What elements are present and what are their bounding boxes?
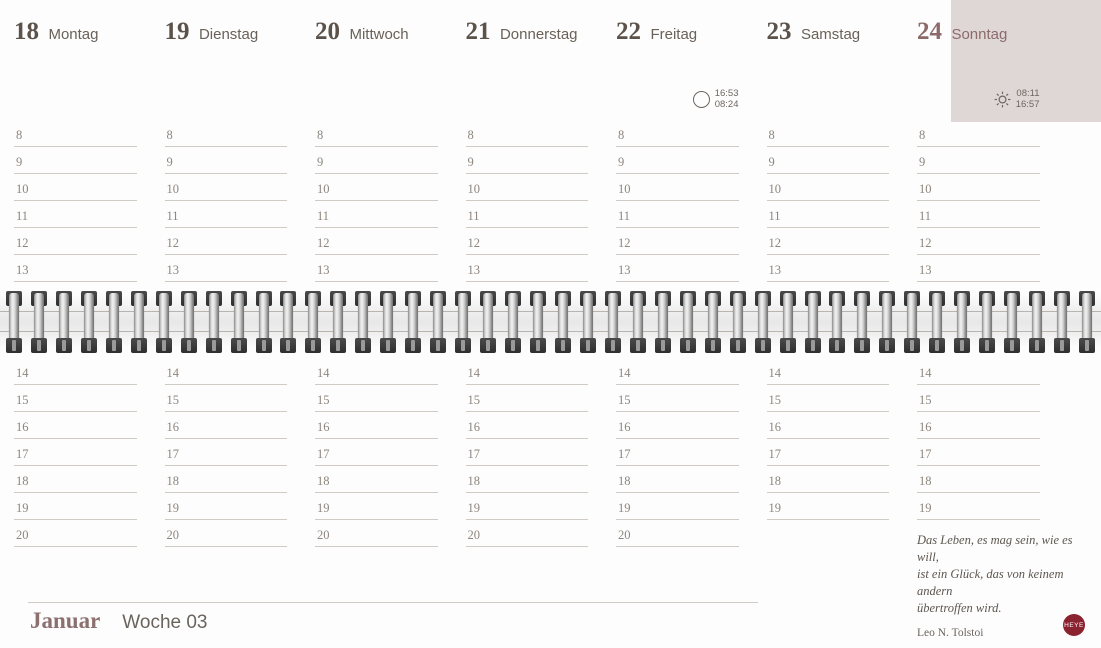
spiral-ring (530, 291, 546, 353)
spiral-ring (256, 291, 272, 353)
day-header (767, 18, 861, 46)
hour-label: 12 (16, 236, 29, 250)
spiral-ring (56, 291, 72, 353)
hour-slot[interactable] (165, 228, 288, 255)
hour-slot[interactable] (616, 466, 739, 493)
sun-icon (994, 91, 1011, 108)
hour-slot[interactable] (14, 201, 137, 228)
spiral-ring (929, 291, 945, 353)
hour-label: 19 (919, 501, 932, 515)
hour-slot[interactable] (165, 439, 288, 466)
hour-label: 18 (166, 474, 179, 488)
spiral-ring (655, 291, 671, 353)
spiral-ring (430, 291, 446, 353)
hour-slot[interactable] (767, 385, 890, 412)
hour-slot[interactable] (616, 358, 739, 385)
hour-label: 19 (166, 501, 179, 515)
hour-slot[interactable] (917, 228, 1040, 255)
brand-logo: HEYE (1063, 614, 1085, 636)
hour-slot[interactable] (616, 174, 739, 201)
hour-slot[interactable] (767, 439, 890, 466)
hour-label: 9 (618, 155, 625, 169)
hour-label: 13 (768, 263, 781, 277)
hour-slot[interactable] (165, 358, 288, 385)
spiral-ring (505, 291, 521, 353)
hour-label: 14 (16, 366, 29, 380)
hour-slot[interactable] (165, 520, 288, 547)
quote-line-3: übertroffen wird. (917, 601, 1002, 615)
spiral-ring (829, 291, 845, 353)
hour-slot[interactable] (917, 412, 1040, 439)
sunrise-time: 08:11 (1016, 88, 1040, 99)
spiral-ring (879, 291, 895, 353)
spiral-ring (705, 291, 721, 353)
hour-slot[interactable] (917, 201, 1040, 228)
spiral-ring (405, 291, 421, 353)
hour-slot[interactable] (14, 439, 137, 466)
hour-label: 11 (467, 209, 480, 223)
spiral-ring (1079, 291, 1095, 353)
day-number: 19 (164, 18, 190, 45)
hour-slots-afternoon (466, 358, 589, 547)
footer-divider (28, 602, 758, 603)
hour-slot[interactable] (14, 412, 137, 439)
hour-slot[interactable] (466, 147, 589, 174)
hour-slot[interactable] (767, 255, 890, 282)
hour-slot[interactable] (767, 147, 890, 174)
day-number: 18 (14, 18, 39, 45)
hour-slots-morning (917, 120, 1040, 282)
spiral-ring (455, 291, 471, 353)
hour-label: 17 (618, 447, 631, 461)
spiral-ring (730, 291, 746, 353)
hour-label: 10 (467, 182, 480, 196)
spiral-ring (131, 291, 147, 353)
spiral-ring (6, 291, 22, 353)
moon-icon (693, 91, 710, 108)
hour-label: 9 (317, 155, 324, 169)
hour-label: 18 (317, 474, 330, 488)
hour-label: 11 (618, 209, 631, 223)
hour-slot[interactable] (165, 174, 288, 201)
hour-label: 18 (768, 474, 781, 488)
hour-slot[interactable] (767, 412, 890, 439)
hour-label: 19 (317, 501, 330, 515)
hour-label: 13 (16, 263, 29, 277)
hour-label: 14 (166, 366, 179, 380)
day-weekday: Samstag (800, 26, 861, 43)
hour-slot[interactable] (315, 228, 438, 255)
hour-slot[interactable] (767, 228, 890, 255)
hour-slot[interactable] (14, 493, 137, 520)
hour-slot[interactable] (466, 412, 589, 439)
hour-slot[interactable] (14, 120, 137, 147)
hour-slots-afternoon (767, 358, 890, 520)
hour-slot[interactable] (466, 466, 589, 493)
spiral-ring (854, 291, 870, 353)
moon-times-text (715, 88, 739, 110)
spiral-ring (81, 291, 97, 353)
day-weekday: Mittwoch (349, 26, 409, 43)
hour-label: 16 (467, 420, 480, 434)
hour-label: 10 (166, 182, 179, 196)
day-weekday: Dienstag (198, 26, 259, 43)
spiral-ring (480, 291, 496, 353)
spiral-ring (904, 291, 920, 353)
hour-label: 16 (16, 420, 29, 434)
hour-slot[interactable] (616, 412, 739, 439)
hour-label: 20 (16, 528, 29, 542)
hour-slot[interactable] (616, 439, 739, 466)
hour-slot[interactable] (917, 174, 1040, 201)
spiral-ring (755, 291, 771, 353)
spiral-ring (979, 291, 995, 353)
hour-slots-morning (616, 120, 739, 282)
hour-label: 16 (768, 420, 781, 434)
hour-slot[interactable] (466, 174, 589, 201)
hour-slots-morning (165, 120, 288, 282)
hour-slot[interactable] (466, 520, 589, 547)
hour-label: 8 (317, 128, 324, 142)
hour-label: 14 (467, 366, 480, 380)
hour-slots-afternoon (616, 358, 739, 547)
moonset-time: 08:24 (714, 99, 739, 110)
hour-label: 14 (618, 366, 631, 380)
hour-label: 14 (919, 366, 932, 380)
hour-label: 8 (618, 128, 625, 142)
hour-slot[interactable] (616, 385, 739, 412)
hour-label: 16 (317, 420, 330, 434)
hour-slot[interactable] (14, 228, 137, 255)
hour-label: 17 (166, 447, 179, 461)
hour-slot[interactable] (315, 493, 438, 520)
hour-label: 9 (467, 155, 474, 169)
hour-slots-afternoon (917, 358, 1040, 520)
hour-slot[interactable] (466, 120, 589, 147)
hour-slot[interactable] (466, 201, 589, 228)
spiral-ring (231, 291, 247, 353)
hour-slot[interactable] (616, 120, 739, 147)
day-header (165, 18, 259, 46)
hour-slot[interactable] (616, 201, 739, 228)
hour-label: 20 (618, 528, 631, 542)
hour-label: 15 (166, 393, 179, 407)
spiral-ring (330, 291, 346, 353)
hour-label: 14 (768, 366, 781, 380)
day-header (14, 18, 99, 46)
spiral-ring (1054, 291, 1070, 353)
hour-label: 20 (166, 528, 179, 542)
hour-slot[interactable] (917, 255, 1040, 282)
hour-label: 13 (919, 263, 932, 277)
hour-slot[interactable] (767, 120, 890, 147)
hour-slot[interactable] (165, 147, 288, 174)
moonrise-time: 16:53 (714, 88, 739, 99)
hour-label: 19 (768, 501, 781, 515)
day-number: 23 (766, 18, 792, 45)
hour-label: 15 (16, 393, 29, 407)
spiral-ring (630, 291, 646, 353)
spiral-ring (380, 291, 396, 353)
spiral-ring (580, 291, 596, 353)
hour-slot[interactable] (767, 174, 890, 201)
hour-slot[interactable] (14, 466, 137, 493)
spiral-ring (680, 291, 696, 353)
spiral-ring (1029, 291, 1045, 353)
spiral-ring (206, 291, 222, 353)
hour-label: 18 (618, 474, 631, 488)
hour-label: 17 (919, 447, 932, 461)
hour-slot[interactable] (315, 412, 438, 439)
hour-label: 10 (16, 182, 29, 196)
hour-slot[interactable] (917, 147, 1040, 174)
hour-slot[interactable] (616, 493, 739, 520)
hour-slot[interactable] (165, 466, 288, 493)
hour-label: 13 (467, 263, 480, 277)
spiral-ring (156, 291, 172, 353)
hour-label: 11 (16, 209, 29, 223)
hour-slot[interactable] (165, 385, 288, 412)
sun-times-text (1016, 88, 1040, 110)
hour-slot[interactable] (616, 520, 739, 547)
hour-label: 14 (317, 366, 330, 380)
hour-slot[interactable] (315, 466, 438, 493)
hour-slot[interactable] (165, 201, 288, 228)
quote-author: Leo N. Tolstoi (917, 627, 984, 639)
hour-label: 10 (919, 182, 932, 196)
hour-slot[interactable] (14, 174, 137, 201)
day-header (315, 18, 409, 46)
hour-label: 10 (618, 182, 631, 196)
hour-label: 13 (317, 263, 330, 277)
hour-label: 18 (467, 474, 480, 488)
month-label: Januar (30, 608, 101, 633)
hour-slot[interactable] (165, 255, 288, 282)
hour-slots-morning (315, 120, 438, 282)
hour-slots-morning (14, 120, 137, 282)
hour-slot[interactable] (466, 385, 589, 412)
hour-label: 8 (919, 128, 926, 142)
hour-label: 9 (166, 155, 173, 169)
hour-label: 12 (618, 236, 631, 250)
day-weekday: Freitag (650, 26, 698, 43)
spiral-ring (605, 291, 621, 353)
spiral-ring (954, 291, 970, 353)
hour-label: 9 (768, 155, 775, 169)
hour-slot[interactable] (14, 520, 137, 547)
hour-label: 8 (166, 128, 173, 142)
hour-label: 16 (166, 420, 179, 434)
hour-label: 12 (467, 236, 480, 250)
hour-label: 17 (16, 447, 29, 461)
day-number: 24 (917, 18, 942, 45)
hour-slot[interactable] (315, 255, 438, 282)
spiral-binding (0, 291, 1101, 353)
hour-slot[interactable] (767, 466, 890, 493)
spiral-ring (1004, 291, 1020, 353)
sunset-time: 16:57 (1015, 99, 1040, 110)
spiral-ring (805, 291, 821, 353)
hour-label: 18 (919, 474, 932, 488)
spiral-ring (780, 291, 796, 353)
spiral-ring (106, 291, 122, 353)
hour-label: 17 (768, 447, 781, 461)
spiral-ring (31, 291, 47, 353)
hour-label: 15 (467, 393, 480, 407)
hour-label: 15 (618, 393, 631, 407)
hour-slot[interactable] (466, 439, 589, 466)
hour-slot[interactable] (315, 439, 438, 466)
hour-slot[interactable] (767, 493, 890, 520)
hour-label: 12 (317, 236, 330, 250)
hour-slot[interactable] (315, 120, 438, 147)
hour-slots-afternoon (165, 358, 288, 547)
hour-slot[interactable] (917, 439, 1040, 466)
hour-slot[interactable] (767, 358, 890, 385)
hour-slot[interactable] (767, 201, 890, 228)
hour-label: 13 (618, 263, 631, 277)
hour-label: 18 (16, 474, 29, 488)
day-number: 22 (616, 18, 641, 45)
spiral-ring (355, 291, 371, 353)
hour-slot[interactable] (917, 120, 1040, 147)
hour-label: 10 (317, 182, 330, 196)
hour-slot[interactable] (315, 385, 438, 412)
spiral-ring (181, 291, 197, 353)
hour-slot[interactable] (165, 493, 288, 520)
hour-label: 17 (317, 447, 330, 461)
hour-slots-morning (466, 120, 589, 282)
footer (30, 608, 208, 634)
spiral-ring (280, 291, 296, 353)
hour-slot[interactable] (466, 493, 589, 520)
hour-label: 17 (467, 447, 480, 461)
quote-block (917, 532, 1077, 639)
day-number: 21 (465, 18, 491, 45)
hour-slots-afternoon (14, 358, 137, 547)
quote-line-2: ist ein Glück, das von keinem andern (917, 567, 1064, 598)
hour-slot[interactable] (315, 201, 438, 228)
hour-label: 12 (768, 236, 781, 250)
hour-label: 10 (768, 182, 781, 196)
week-label: Woche 03 (122, 612, 208, 633)
hour-slot[interactable] (466, 228, 589, 255)
hour-label: 13 (166, 263, 179, 277)
hour-label: 12 (919, 236, 932, 250)
hour-label: 19 (618, 501, 631, 515)
day-weekday: Sonntag (951, 26, 1008, 43)
hour-slot[interactable] (14, 255, 137, 282)
hour-label: 11 (768, 209, 781, 223)
day-header (466, 18, 578, 46)
sun-times (994, 88, 1040, 110)
hour-slot[interactable] (315, 147, 438, 174)
hour-label: 9 (919, 155, 926, 169)
hour-slot[interactable] (315, 358, 438, 385)
quote-line-1: Das Leben, es mag sein, wie es will, (917, 533, 1073, 564)
spiral-ring (555, 291, 571, 353)
hour-label: 16 (618, 420, 631, 434)
hour-slot[interactable] (616, 228, 739, 255)
hour-slot[interactable] (14, 358, 137, 385)
hour-label: 15 (317, 393, 330, 407)
hour-slot[interactable] (14, 147, 137, 174)
hour-slot[interactable] (315, 174, 438, 201)
hour-slot[interactable] (917, 493, 1040, 520)
day-weekday: Donnerstag (499, 26, 578, 43)
day-number: 20 (315, 18, 340, 45)
day-weekday: Montag (48, 26, 99, 43)
hour-label: 8 (768, 128, 775, 142)
hour-label: 19 (16, 501, 29, 515)
hour-label: 19 (467, 501, 480, 515)
hour-label: 8 (16, 128, 23, 142)
hour-slot[interactable] (616, 255, 739, 282)
hour-slot[interactable] (616, 147, 739, 174)
day-header (616, 18, 697, 46)
hour-slot[interactable] (917, 385, 1040, 412)
spiral-ring (305, 291, 321, 353)
moon-times (693, 88, 739, 110)
hour-label: 15 (919, 393, 932, 407)
hour-slot[interactable] (917, 358, 1040, 385)
hour-slot[interactable] (466, 255, 589, 282)
hour-label: 15 (768, 393, 781, 407)
hour-label: 11 (166, 209, 179, 223)
hour-slot[interactable] (165, 412, 288, 439)
hour-label: 16 (919, 420, 932, 434)
hour-slots-morning (767, 120, 890, 282)
hour-label: 20 (467, 528, 480, 542)
hour-slot[interactable] (917, 466, 1040, 493)
hour-label: 20 (317, 528, 330, 542)
day-header (917, 18, 1007, 46)
hour-slots-afternoon (315, 358, 438, 547)
hour-label: 11 (919, 209, 932, 223)
hour-slot[interactable] (466, 358, 589, 385)
hour-label: 12 (166, 236, 179, 250)
hour-slot[interactable] (315, 520, 438, 547)
hour-label: 9 (16, 155, 23, 169)
hour-label: 8 (467, 128, 474, 142)
hour-slot[interactable] (165, 120, 288, 147)
hour-slot[interactable] (14, 385, 137, 412)
hour-label: 11 (317, 209, 330, 223)
